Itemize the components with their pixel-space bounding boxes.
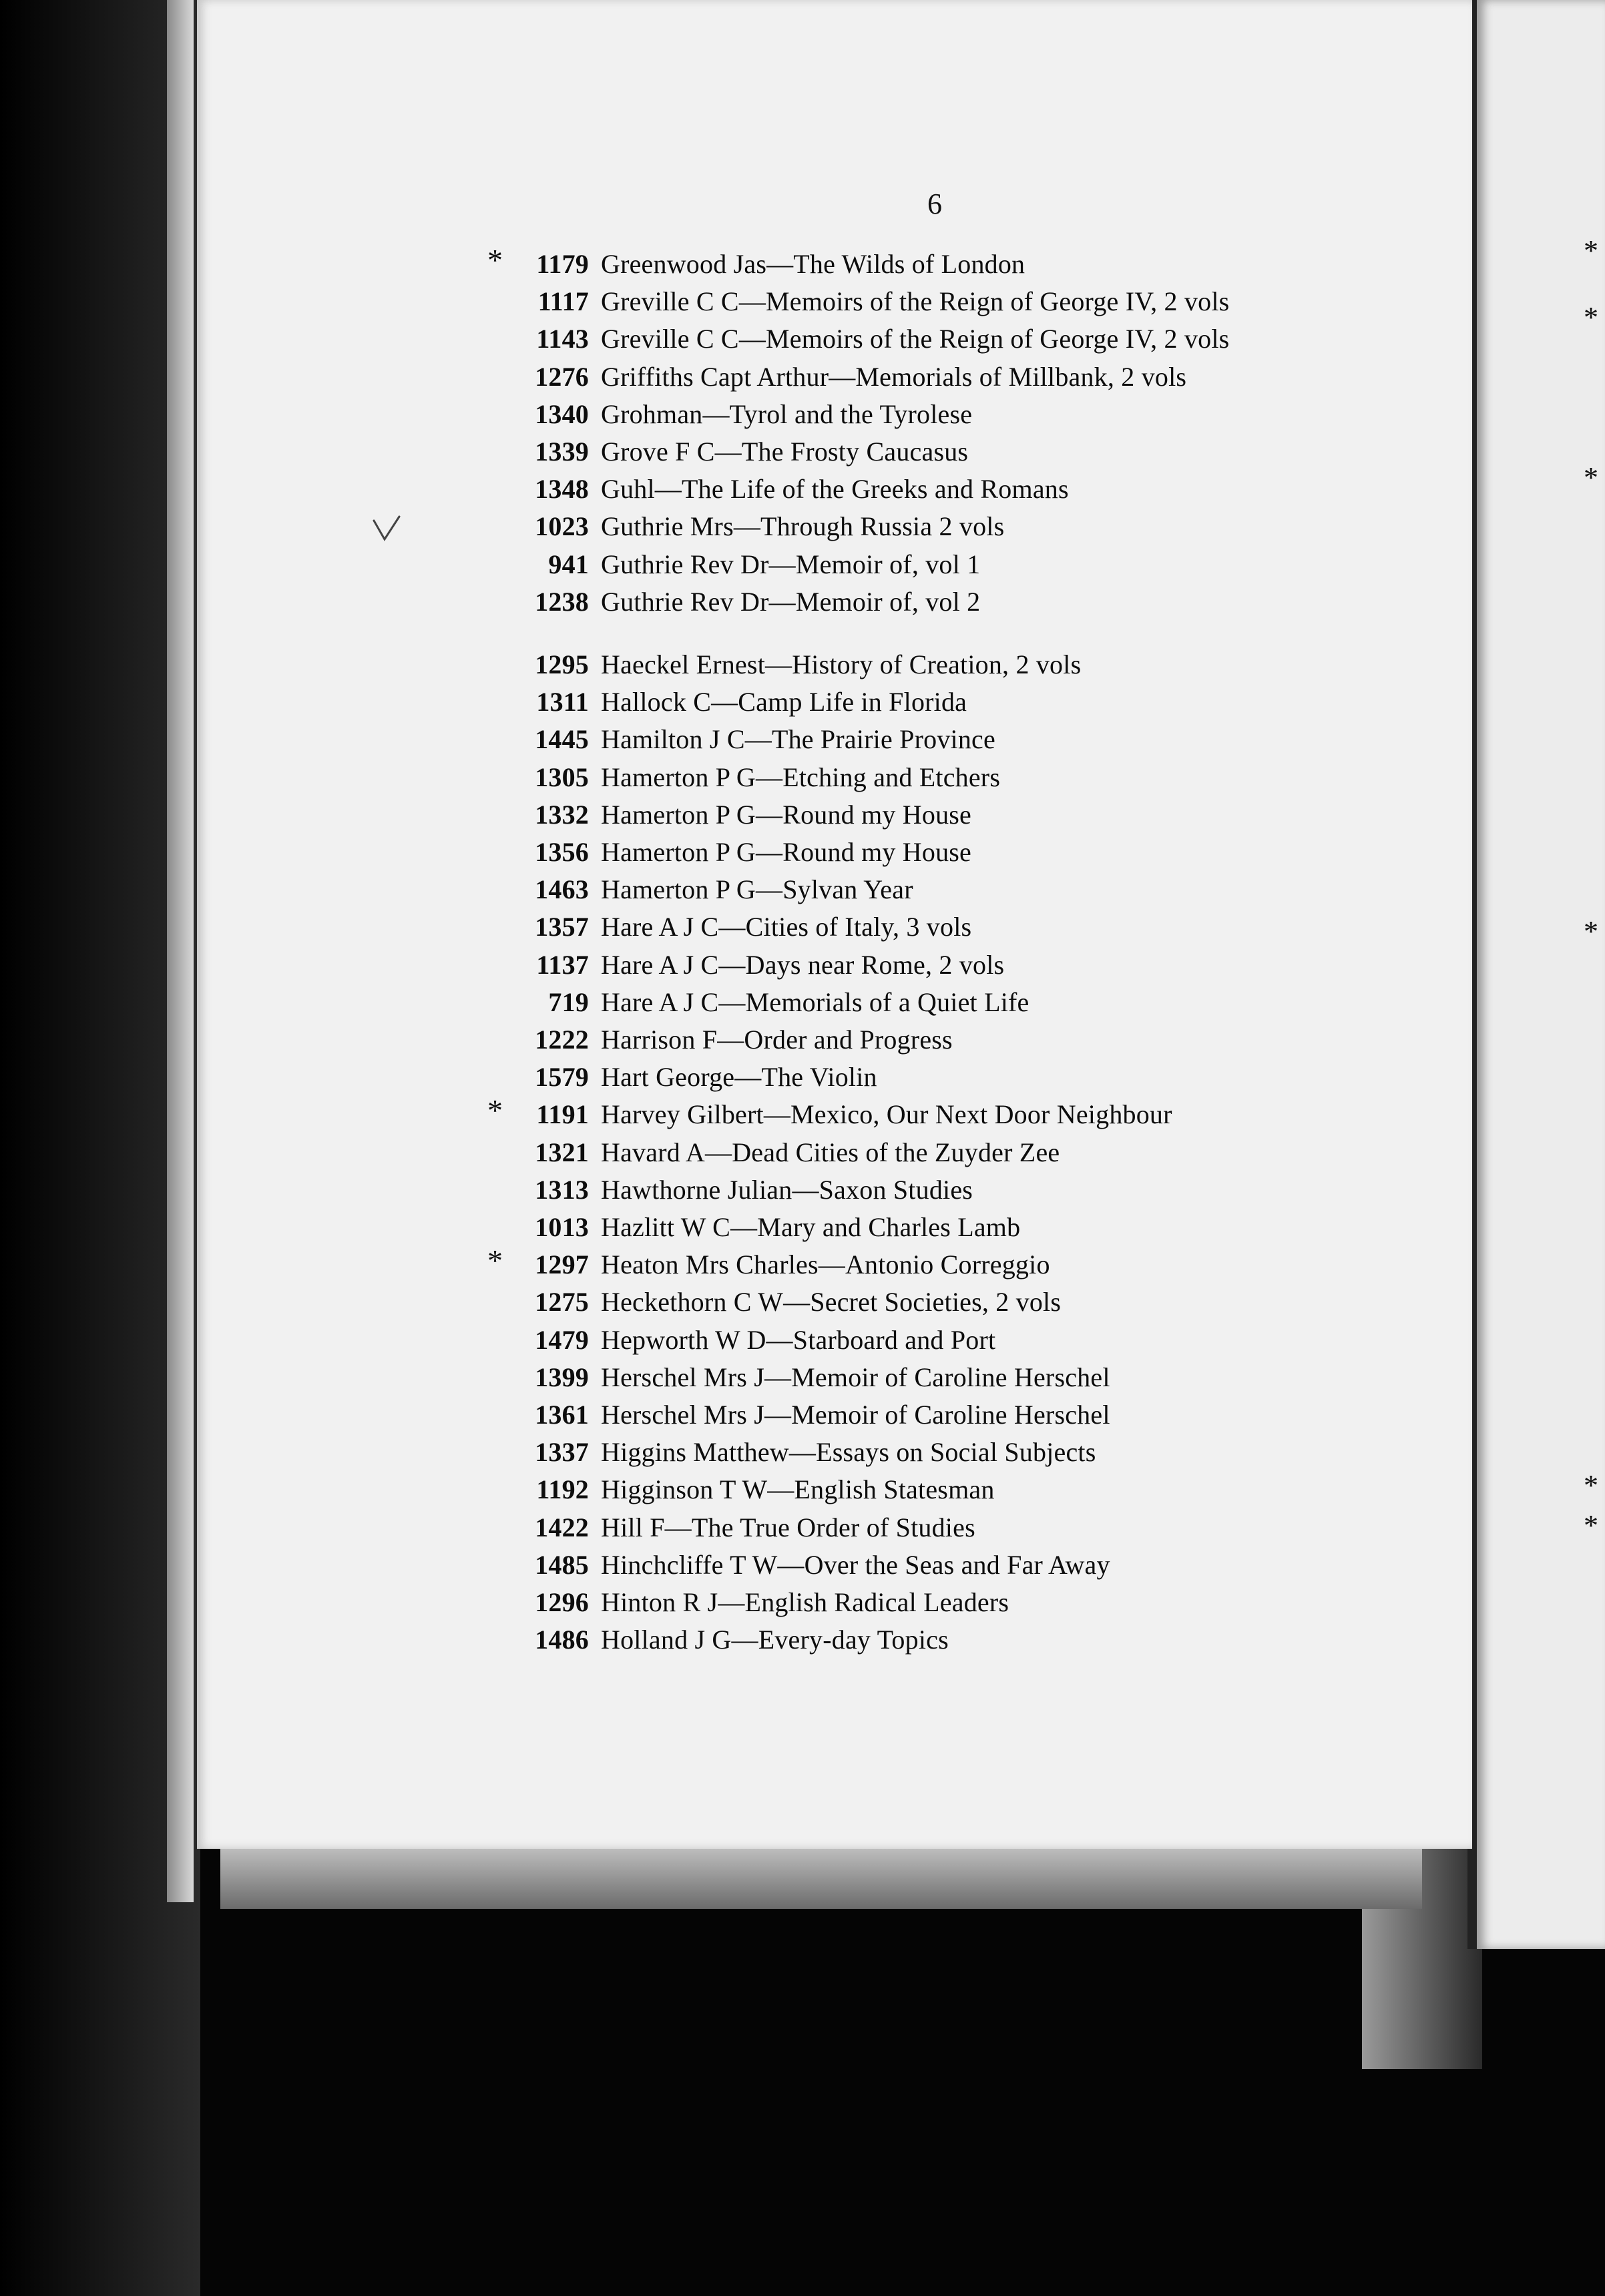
- entry-text: Hamilton J C—The Prairie Province: [601, 724, 995, 755]
- entry-text: Hepworth W D—Starboard and Port: [601, 1324, 996, 1355]
- entry-number: 719: [548, 986, 589, 1017]
- entry-number: 1340: [535, 398, 589, 429]
- asterisk-mark: *: [487, 1093, 503, 1128]
- entry-text: Hamerton P G—Round my House: [601, 837, 971, 867]
- entry-number: 1192: [536, 1474, 589, 1505]
- entry-number: 1297: [535, 1249, 589, 1280]
- entry-text: Guthrie Rev Dr—Memoir of, vol 2: [601, 586, 981, 617]
- entry-number: 1222: [535, 1025, 589, 1055]
- entry-text: Guthrie Rev Dr—Memoir of, vol 1: [601, 549, 981, 579]
- entry-text: Heaton Mrs Charles—Antonio Correggio: [601, 1249, 1050, 1280]
- entry-text: Hamerton P G—Round my House: [601, 799, 971, 830]
- pencil-check-mark-icon: [371, 514, 402, 545]
- facing-page-asterisk: *: [1584, 234, 1598, 267]
- asterisk-mark: *: [487, 243, 503, 277]
- entry-text: Hill F—The True Order of Studies: [601, 1512, 975, 1542]
- entry-number: 1305: [535, 762, 589, 792]
- entry-number: 1311: [536, 687, 589, 718]
- entry-number: 1179: [536, 249, 589, 279]
- entry-text: Hart George—The Violin: [601, 1062, 877, 1093]
- entry-text: Guthrie Mrs—Through Russia 2 vols: [601, 511, 1005, 542]
- entry-number: 1313: [535, 1174, 589, 1205]
- facing-page-asterisk: *: [1584, 915, 1598, 948]
- entry-text: Hamerton P G—Sylvan Year: [601, 874, 913, 905]
- entry-text: Guhl—The Life of the Greeks and Romans: [601, 474, 1069, 505]
- entry-text: Higginson T W—English Statesman: [601, 1474, 995, 1505]
- entry-number: 1463: [535, 874, 589, 905]
- entry-text: Heckethorn C W—Secret Societies, 2 vols: [601, 1287, 1062, 1318]
- entry-number: 1023: [535, 511, 589, 542]
- entry-text: Greenwood Jas—The Wilds of London: [601, 249, 1025, 279]
- entry-number: 1348: [535, 474, 589, 505]
- entry-text: Hare A J C—Cities of Italy, 3 vols: [601, 912, 972, 942]
- entry-number: 1399: [535, 1362, 589, 1392]
- entry-number: 1486: [535, 1625, 589, 1655]
- entry-number: 1191: [536, 1099, 589, 1130]
- entry-number: 1321: [535, 1137, 589, 1167]
- entry-number: 1137: [536, 949, 589, 980]
- entry-text: Hare A J C—Days near Rome, 2 vols: [601, 949, 1005, 980]
- page-stack-bottom: [220, 1849, 1422, 1909]
- entry-number: 1295: [535, 649, 589, 679]
- entry-number: 1143: [536, 324, 589, 354]
- entry-text: Harvey Gilbert—Mexico, Our Next Door Neighbour: [601, 1099, 1172, 1130]
- entry-text: Herschel Mrs J—Memoir of Caroline Herschel: [601, 1400, 1110, 1430]
- asterisk-mark: *: [487, 1243, 503, 1278]
- entry-text: Hare A J C—Memorials of a Quiet Life: [601, 986, 1029, 1017]
- entry-number: 1276: [535, 361, 589, 392]
- entry-text: Hazlitt W C—Mary and Charles Lamb: [601, 1212, 1021, 1242]
- entry-text: Hinton R J—English Radical Leaders: [601, 1587, 1009, 1617]
- facing-page-asterisk: *: [1584, 461, 1598, 494]
- entry-number: 1445: [535, 724, 589, 755]
- entry-text: Grohman—Tyrol and the Tyrolese: [601, 398, 973, 429]
- entry-text: Hamerton P G—Etching and Etchers: [601, 762, 1001, 792]
- entry-text: Greville C C—Memoirs of the Reign of George IV, 2 vols: [601, 324, 1230, 354]
- entry-number: 1422: [535, 1512, 589, 1542]
- entry-text: Grove F C—The Frosty Caucasus: [601, 437, 969, 467]
- facing-page-asterisk: *: [1584, 301, 1598, 334]
- entry-text: Haeckel Ernest—History of Creation, 2 vols: [601, 649, 1082, 679]
- entry-number: 1332: [535, 799, 589, 830]
- entry-text: Herschel Mrs J—Memoir of Caroline Herschel: [601, 1362, 1110, 1392]
- entry-number: 1275: [535, 1287, 589, 1318]
- entry-number: 1361: [535, 1400, 589, 1430]
- entry-text: Hallock C—Camp Life in Florida: [601, 687, 967, 718]
- entry-number: 1339: [535, 437, 589, 467]
- entry-number: 1117: [537, 286, 589, 317]
- entry-text: Greville C C—Memoirs of the Reign of George IV, 2 vols: [601, 286, 1230, 317]
- page-edge: [167, 0, 194, 1902]
- entry-text: Hinchcliffe T W—Over the Seas and Far Away: [601, 1549, 1110, 1580]
- entry-number: 1479: [535, 1324, 589, 1355]
- facing-page-asterisk: *: [1584, 1469, 1598, 1502]
- entry-text: Griffiths Capt Arthur—Memorials of Millbank, 2 vols: [601, 361, 1187, 392]
- entry-text: Harrison F—Order and Progress: [601, 1025, 953, 1055]
- entry-number: 1013: [535, 1212, 589, 1242]
- entry-text: Holland J G—Every-day Topics: [601, 1625, 949, 1655]
- entry-text: Hawthorne Julian—Saxon Studies: [601, 1174, 973, 1205]
- entry-text: Higgins Matthew—Essays on Social Subjects: [601, 1437, 1096, 1468]
- entry-number: 1485: [535, 1549, 589, 1580]
- entry-number: 1296: [535, 1587, 589, 1617]
- entry-number: 1579: [535, 1062, 589, 1093]
- entry-text: Havard A—Dead Cities of the Zuyder Zee: [601, 1137, 1060, 1167]
- entry-number: 1356: [535, 837, 589, 867]
- entry-number: 941: [548, 549, 589, 579]
- page-number: 6: [927, 188, 942, 220]
- facing-page: [1477, 0, 1605, 1949]
- entry-number: 1238: [535, 586, 589, 617]
- facing-page-asterisk: *: [1584, 1509, 1598, 1542]
- entry-number: 1357: [535, 912, 589, 942]
- entry-number: 1337: [535, 1437, 589, 1468]
